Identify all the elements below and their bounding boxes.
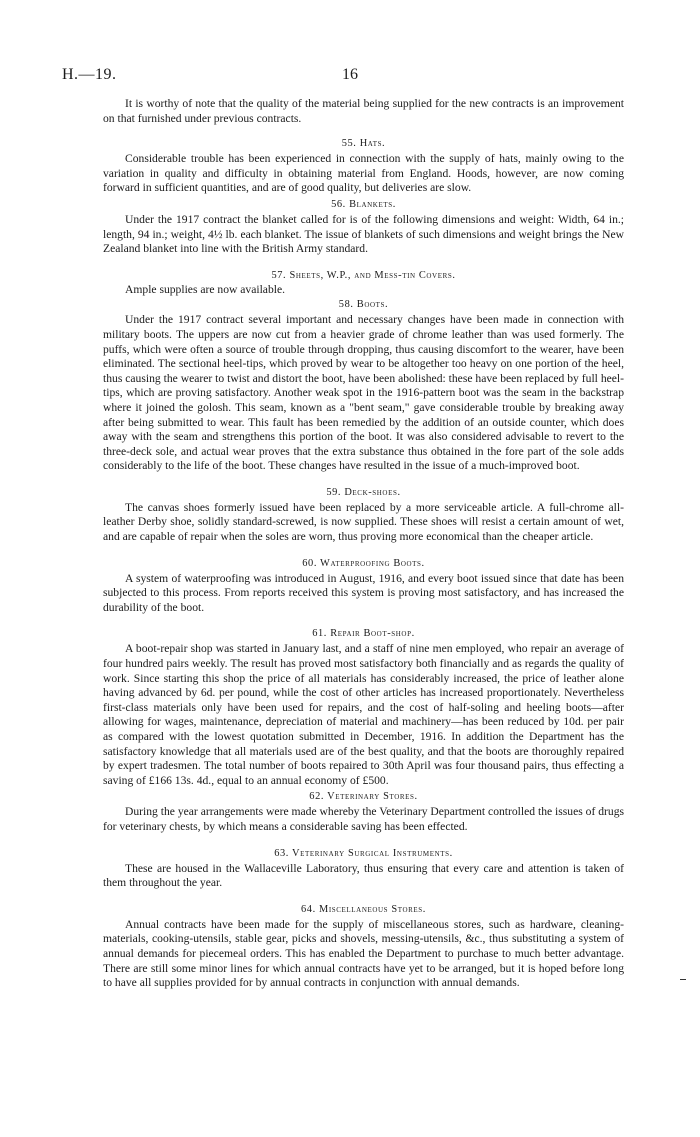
heading-56-blankets: 56. Blankets.: [331, 198, 396, 210]
paragraph-surgical-instruments: These are housed in the Wallaceville Laboratory, thus ensuring that every care and attention is taken of them throughout the year.: [103, 861, 624, 890]
paragraph-waterproofing: A system of waterproofing was introduced in August, 1916, and every boot issued since that date has been subjected to this process. From reports received this system is proving most satisfactory, and has increased the durability of the boot.: [103, 571, 624, 614]
paragraph-deck-shoes: The canvas shoes formerly issued have been replaced by a more serviceable article. A full-chrome all-leather Derby shoe, solidly standard-screwed, is now supplied. These shoes will resist a certain amount of wet, and are capable of repair when the soles are worn, thus proving more economical than the cheaper article.: [103, 500, 624, 544]
heading-58-boots: 58. Boots.: [338, 299, 389, 311]
heading-64-miscellaneous-stores: 64. Miscellaneous Stores.: [301, 903, 426, 915]
paragraph-veterinary-stores: During the year arrangements were made whereby the Veterinary Department controlled the issues of drugs for veterinary chests, by which means a considerable saving has been effected.: [103, 805, 624, 833]
heading-63-surgical-instruments: 63. Veterinary Surgical Instruments.: [274, 847, 453, 859]
heading-59-deck-shoes: 59. Deck-shoes.: [326, 486, 401, 498]
paragraph-boots: Under the 1917 contract several important and necessary changes have been made in connection with military boots. The uppers are now cut from a heavier grade of chrome leather than was used formerly. The puffs, which were often a source of trouble through dropping, thus causing discomfort to the wearer, have been eliminated. The sectional heel-tips, which proved by wear to be altogether too heavy on one portion of the heel, thus causing the wearer to twist and distort the boot, have been abolished: these have been replaced by full heel-tips, which are proving satisfactory. Another weak spot in the 1916-pattern boot was the seam in the backstrap where it joined the golosh. This seam, known as a "bent seam," gave considerable trouble by breaking away after being submitted to wear. This fault has been remedied by the addition of an outside counter, which does away with the seam and strengthens this portion of the boot. It was also considered advisable to revert to the three-deck sole, and actual wear proves that the extra substance thus obtained in the fore part of the sole adds considerably to the life of the boot. These changes have resulted in the issue of a much-improved boot.: [103, 313, 624, 473]
paragraph-intro: It is worthy of note that the quality of the material being supplied for the new contracts is an improvement on that furnished under previous contracts.: [103, 97, 624, 125]
margin-mark: [680, 979, 686, 980]
paragraph-miscellaneous-stores: Annual contracts have been made for the supply of miscellaneous stores, such as hardware, cleaning-materials, cooking-utensils, stable gear, picks and shovels, messing-utensils, &c., thus substituting a system of annual demands for piecemeal orders. This has enabled the Department to purchase to much better advantage. There are still some minor lines for which annual contracts have yet to be arranged, but it is hoped before long to have all supplies provided for by annual contracts in conjunction with annual demands.: [103, 917, 624, 990]
document-reference: H.—19.: [62, 66, 117, 83]
heading-60-waterproofing: 60. Waterproofing Boots.: [302, 557, 425, 569]
paragraph-repair-boot-shop: A boot-repair shop was started in January last, and a staff of nine men employed, who repair an average of four hundred pairs weekly. The result has proved most satisfactory both financially and as regards the quality of work. Since starting this shop the price of all materials has considerably increased, the price of leather alone having advanced by 6d. per pound, while the cost of other articles has increased proportionately. Nevertheless first-class materials only have been used for repairs, and the cost of half-soling and heeling boots—after allowing for wages, maintenance, depreciation of material and machinery—has been reduced by 10d. per pair as compared with the lowest quotation submitted in December, 1916. In addition the Department has the satisfactory knowledge that all materials used are of the best quality, and that the boots are thoroughly repaired by expert tradesmen. The total number of boots repaired to 30th April was four thousand pairs, thus effecting a saving of £166 13s. 4d., equal to an annual economy of £500.: [103, 642, 624, 787]
heading-57-sheets: 57. Sheets, W.P., and Mess-tin Covers.: [271, 269, 456, 281]
paragraph-sheets: Ample supplies are now available.: [125, 282, 286, 296]
document-body: [103, 97, 624, 991]
heading-61-repair-boot-shop: 61. Repair Boot-shop.: [312, 628, 415, 640]
paragraph-hats: Considerable trouble has been experienced in connection with the supply of hats, mainly owing to the variation in quality and difficulty in obtaining material from England. Hoods, however, are now coming forward in sufficient quantities, and are of good quality, but deliveries are slow.: [103, 152, 624, 195]
heading-62-veterinary-stores: 62. Veterinary Stores.: [309, 791, 418, 803]
heading-55-hats: 55. Hats.: [341, 138, 386, 150]
page-number: 16: [342, 66, 358, 83]
paragraph-blankets: Under the 1917 contract the blanket called for is of the following dimensions and weight: Width, 64 in.; length, 94 in.; weight, 4½ lb. each blanket. The issue of blankets of such dimensions and weight brings the New Zealand blanket into line with the British Army standard.: [103, 212, 624, 256]
